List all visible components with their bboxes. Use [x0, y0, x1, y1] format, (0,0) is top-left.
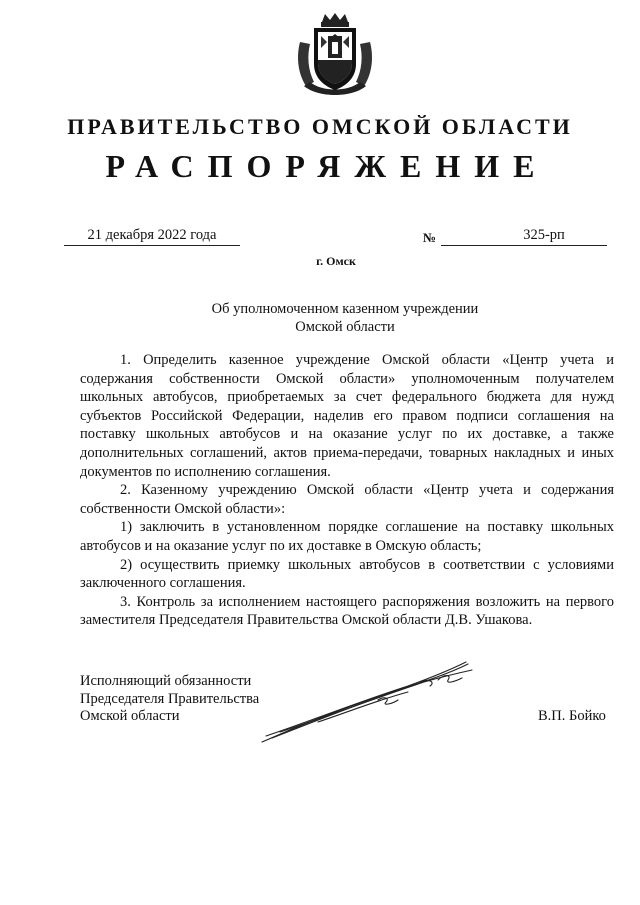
number-sign: № — [423, 230, 437, 245]
body-paragraph: 1) заключить в установленном порядке соглашение на поставку школьных автобусов и на оказание услуг по их доставке в Омскую область; — [80, 519, 614, 554]
subject-line: Омской области — [295, 319, 395, 335]
body-paragraph: 2. Казенному учреждению Омской области «Центр учета и содержания собственности Омской области»: — [80, 482, 614, 517]
subject-line: Об уполномоченном казенном учреждении — [211, 301, 479, 317]
document-subject — [0, 300, 640, 336]
signer-position — [80, 673, 259, 726]
body-paragraph: 3. Контроль за исполнением настоящего распоряжения возложить на первого заместителя Председателя Правительства Омской области Д.В. Ушакова. — [80, 593, 614, 629]
signer-position-line: Исполняющий обязанности — [80, 673, 252, 689]
organization-title: ПРАВИТЕЛЬСТВО ОМСКОЙ ОБЛАСТИ — [67, 114, 573, 139]
body-paragraph: 2) осуществить приемку школьных автобусов в соответствии с условиями заключенного соглашения. — [80, 556, 614, 592]
signer-position-line: Омской области — [80, 708, 180, 724]
document-number: 325-рп — [441, 227, 607, 246]
document-type-title: РАСПОРЯЖЕНИЕ — [105, 148, 549, 184]
signer-position-line: Председателя Правительства — [80, 690, 260, 707]
handwritten-signature — [258, 656, 478, 748]
city-label: г. Омск — [316, 254, 356, 268]
coat-of-arms-emblem — [294, 12, 376, 98]
document-date: 21 декабря 2022 года — [64, 227, 240, 246]
signer-name: В.П. Бойко — [538, 708, 606, 724]
body-paragraph: 1. Определить казенное учреждение Омской области «Центр учета и содержания собственности Омской области» уполномоченным получателем школьных автобусов, приобретаемых за счет федерального бюджета для нужд субъектов Российской Федерации, наделив его правом подписи соглашения на поставку школьных автобусов и на оказание услуг по их доставке, а также дополнительных соглашений, актов приема-передачи, товарных накладных и иных документов по исполнению соглашения. — [80, 352, 614, 480]
document-body — [80, 351, 614, 630]
